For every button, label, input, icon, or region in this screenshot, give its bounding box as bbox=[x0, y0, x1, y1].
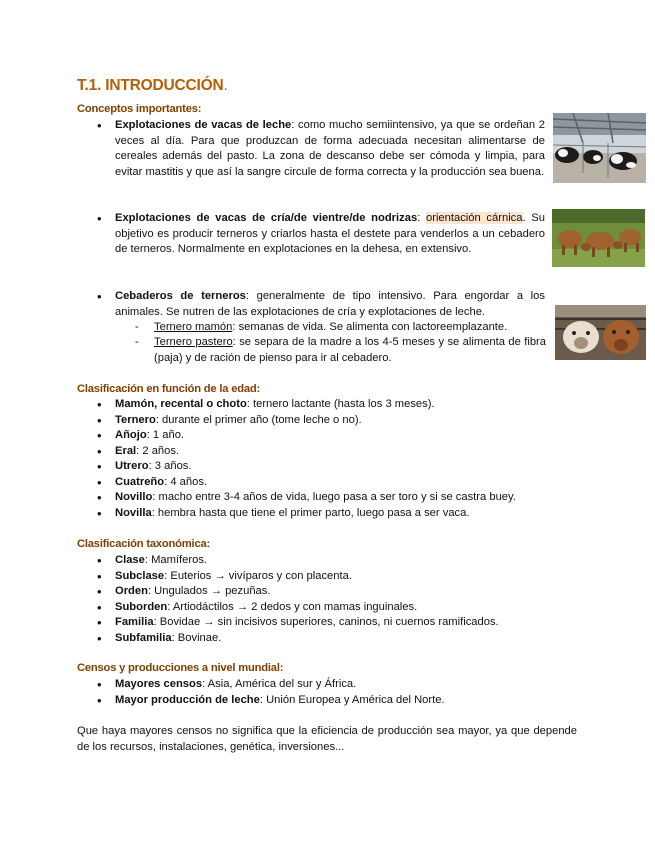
section-heading-edad: Clasificación en función de la edad: bbox=[77, 383, 261, 395]
list-item: • Mamón, recental o choto: ternero lactante (hasta los 3 meses). bbox=[97, 397, 435, 412]
list-taxonomia bbox=[97, 553, 597, 646]
concept-leche: Explotaciones de vacas de leche: como mucho semiintensivo, ya que se ordeñan 2 veces al día. Para que produzcan de forma adecuada necesitan alimentarse de cereales además del pasto. La zona de descanso debe ser cómoda y limpia, para evitar mastitis y que así la sangre circule de forma correcta y la producción sea buena. bbox=[115, 119, 545, 178]
feedlot-calves-photo bbox=[555, 305, 646, 360]
section-heading-taxonomica: Clasificación taxonómica: bbox=[77, 538, 211, 550]
bullet bbox=[97, 118, 115, 136]
list-item: • Cuatreño: 4 años. bbox=[97, 474, 208, 490]
list-item: • Eral: 2 años. bbox=[97, 443, 180, 459]
list-item: • Mayores censos: Asia, América del sur y África. bbox=[97, 677, 357, 692]
concept-cria: Explotaciones de vacas de cría/de vientre/de nodrizas: orientación cárnica. Su objetivo es producir terneros y criarlos hasta el destete para venderlos a un cebadero de terneros. Normalmente en explotaciones en la dehesa, en extensivo. bbox=[115, 212, 545, 255]
cattle-grazing-photo bbox=[552, 209, 645, 267]
list-item: • Subclase: Euterios → vivíparos y con placenta. bbox=[97, 568, 352, 584]
list-item: • Añojo: 1 año. bbox=[97, 428, 185, 443]
list-item: • Ternero: durante el primer año (tome leche o no). bbox=[97, 412, 362, 428]
list-item: • Suborden: Artiodáctilos → 2 dedos y con mamas inguinales. bbox=[97, 599, 418, 615]
bullet bbox=[97, 289, 115, 307]
highlight-orientacion-carnica: orientación cárnica bbox=[426, 212, 523, 224]
bullet bbox=[97, 211, 115, 229]
list-item: • Novillo: macho entre 3-4 años de vida, luego pasa a ser toro y si se castra buey. bbox=[97, 490, 516, 505]
section-heading-conceptos: Conceptos importantes: bbox=[77, 103, 202, 115]
list-item: • Orden: Ungulados → pezuñas. bbox=[97, 584, 271, 599]
list-item: • Novilla: hembra hasta que tiene el primer parto, luego pasa a ser vaca. bbox=[97, 505, 470, 521]
list-censos bbox=[97, 677, 597, 708]
dairy-barn-photo bbox=[553, 113, 646, 183]
list-item: • Familia: Bovidae → sin incisivos superiores, caninos, ni cuernos ramificados. bbox=[97, 615, 499, 630]
concept-cebaderos: Cebaderos de terneros: generalmente de tipo intensivo. Para engordar a los animales. Se nutren de las explotaciones de cría y explotaciones de leche. bbox=[115, 290, 545, 318]
list-item: • Mayor producción de leche: Unión Europea y América del Norte. bbox=[97, 692, 445, 708]
list-item: • Clase: Mamíferos. bbox=[97, 553, 208, 568]
list-item: • Utrero: 3 años. bbox=[97, 459, 192, 474]
list-edad bbox=[97, 397, 597, 521]
list-item: • Subfamilia: Bovinae. bbox=[97, 630, 222, 646]
conclusion-paragraph: Que haya mayores censos no significa que la eficiencia de producción sea mayor, ya que depende de los recursos, instalaciones, genética, inversiones... bbox=[77, 725, 577, 753]
section-heading-censos: Censos y producciones a nivel mundial: bbox=[77, 662, 284, 674]
page-title: T.1. INTRODUCCIÓN. bbox=[77, 77, 228, 94]
